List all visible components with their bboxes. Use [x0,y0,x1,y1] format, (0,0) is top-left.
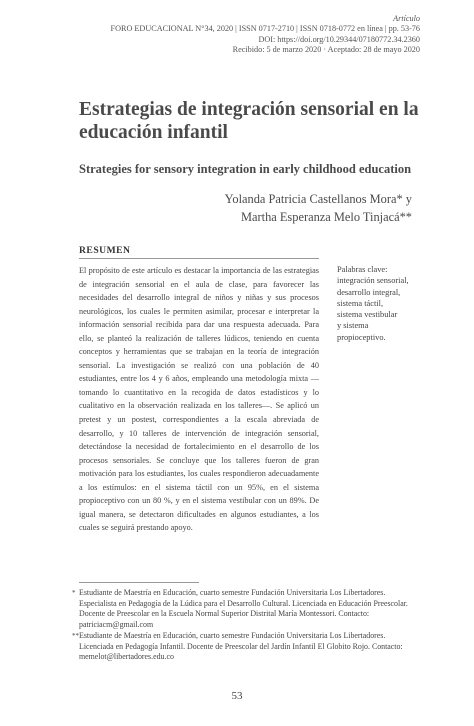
article-subtitle: Strategies for sensory integration in early childhood education [79,162,412,176]
footnote-mark: ** [72,632,79,640]
footnote-mark: * [72,589,76,597]
keyword-item: y sistema [337,321,369,331]
keyword-item: sistema vestibular [337,310,398,320]
author-1: Yolanda Patricia Castellanos Mora* y [224,192,412,206]
page-number: 53 [231,690,243,702]
footnote-text: Estudiante de Maestría en Educación, cuarto semestre Fundación Universitaria Los Libertadores. Especialista en Pedagogía de la Lúdica para el Desarrollo Cultural. Licenciada en Educación Preescolar. Docente de Preescolar en la Escuela Normal Superior Distrital María Montessori. Contacto: patriciacm@gmail.com [79,588,408,629]
journal-issn-line: FORO EDUCACIONAL N°34, 2020 | ISSN 0717-2710 | ISSN 0718-0772 en línea | pp. 53-76 [110,24,420,34]
keywords-label: Palabras clave: [337,265,388,274]
footnotes [72,588,419,664]
keyword-item: integración sensorial, [337,276,409,286]
abstract-divider [79,258,319,259]
abstract-text: El propósito de este artículo es destacar la importancia de las estrategias de integración sensorial en el aula de clase, para favorecer las necesidades del desarrollo integral de niños y niñas y sus procesos neurológicos, los cuales le permiten asimilar, procesar e interpretar la información sensorial recibida para dar una respuesta adecuada. Para ello, se planteó la realización de talleres lúdicos, teniendo en cuenta conceptos y herramientas que se trabajan en la teoría de integración sensorial. La investigación se realizó con una población de 40 estudiantes, entre los 4 y 6 años, empleando una metodología mixta —tomando lo cuantitativo en la recogida de datos estadísticos y lo cualitativo en la observación realizada en los talleres—. Se aplicó un pretest y un postest, correspondientes a la escala abreviada de desarrollo, y 10 talleres de intervención de integración sensorial, detectándose la necesidad de fortalecimiento en el desarrollo de los procesos sensoriales. Se concluye que los talleres fueron de gran motivación para los estudiantes, los cuales respondieron adecuadamente a los estímulos: en el sistema táctil con un 95%, en el sistema propioceptivo con un 80 %, y en el sistema vestibular con un 89%. De igual manera, se detectaron dificultades en algunos estudiantes, a los cuales se seguirá prestando apoyo. [79,266,319,533]
author-2: Martha Esperanza Melo Tinjacá** [240,210,412,224]
footnote-text: Estudiante de Maestría en Educación, cuarto semestre Fundación Universitaria Los Libertadores. Licenciada en Pedagogía Infantil. Docente de Preescolar del Jardín Infantil El Globito Rojo. Contacto: memelot@libertadores.edu.co [79,631,403,661]
abstract-heading: RESUMEN [79,245,131,256]
keyword-item: sistema táctil, [337,298,384,308]
doi-line: DOI: https://doi.org/10.29344/07180772.34.2360 [258,34,420,44]
article-title: Estrategias de integración sensorial en la educación infantil [79,99,419,143]
received-accepted-dates: Recibido: 5 de marzo 2020 · Aceptado: 28 de mayo 2020 [232,45,420,55]
keywords-sidebar [337,264,417,343]
author-list [225,190,412,226]
article-header [111,14,420,56]
footnote-1 [72,588,419,630]
article-type-label: Artículo [393,14,420,23]
keyword-item: propioceptivo. [337,332,386,342]
footnote-divider [79,582,199,583]
keyword-item: desarrollo integral, [337,287,401,297]
footnote-2 [72,631,419,663]
